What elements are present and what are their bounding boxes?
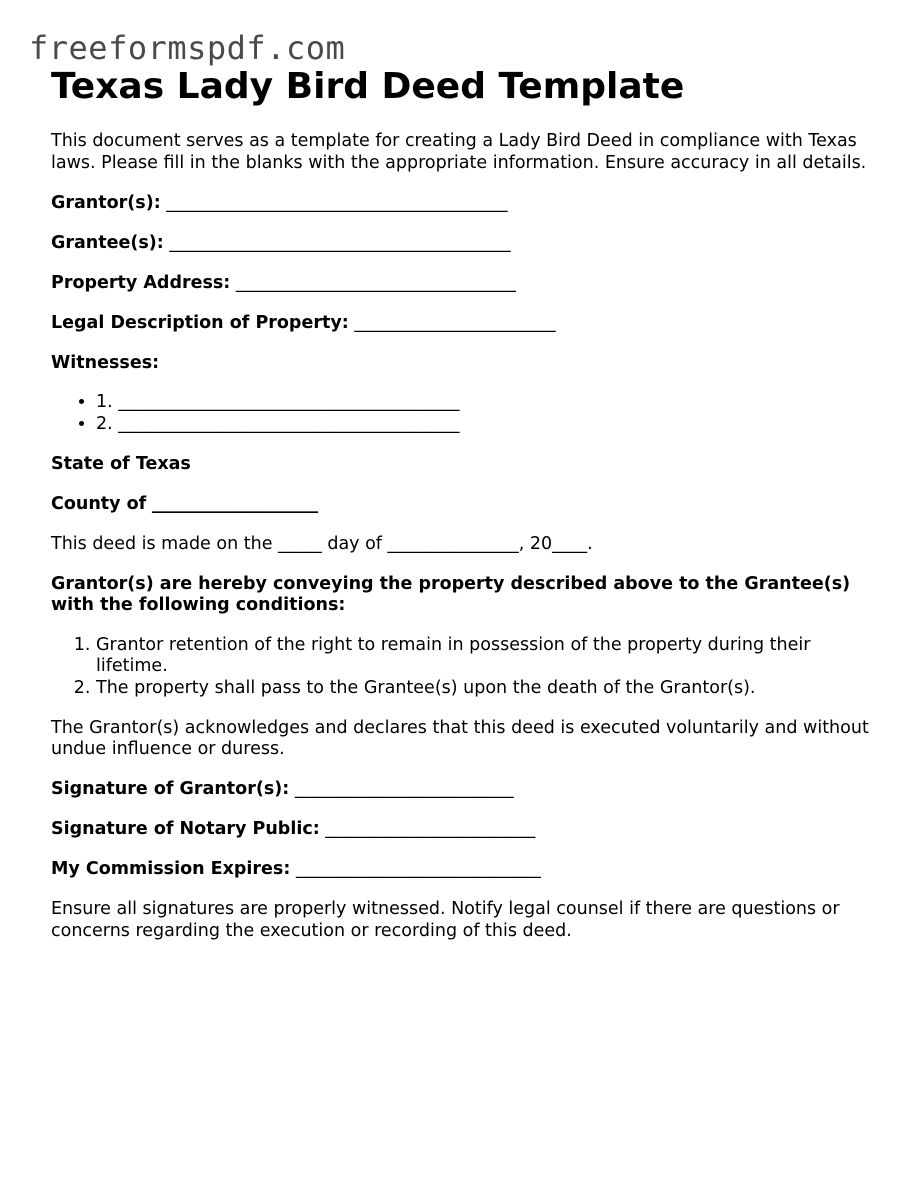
county-field bbox=[51, 494, 881, 516]
grantor-signature-label: Signature of Grantor(s): bbox=[51, 779, 290, 799]
commission-expires-blank: ____________________________ bbox=[295, 859, 541, 879]
notary-signature-blank: ________________________ bbox=[325, 819, 536, 839]
closing-paragraph: Ensure all signatures are properly witnessed. Notify legal counsel if there are questions or concerns regarding the execution or recording of this deed. bbox=[51, 899, 840, 941]
intro-paragraph: This document serves as a template for creating a Lady Bird Deed in compliance with Texas laws. Please fill in the blanks with the appropriate information. Ensure accuracy in all details. bbox=[51, 131, 867, 173]
grantor-signature-field bbox=[51, 779, 881, 801]
grantees-field bbox=[51, 233, 881, 255]
witness-list bbox=[51, 392, 881, 435]
state-label: State of Texas bbox=[51, 453, 191, 474]
grantees-label: Grantee(s): bbox=[51, 232, 164, 253]
commission-expires-label: My Commission Expires: bbox=[51, 859, 291, 879]
grantors-blank: _______________________________________ bbox=[166, 192, 508, 213]
county-label: County of bbox=[51, 493, 147, 514]
conveying-statement bbox=[51, 574, 881, 617]
legal-description-label: Legal Description of Property: bbox=[51, 312, 349, 333]
conveying-text: Grantor(s) are hereby conveying the property described above to the Grantee(s) with the following conditions: bbox=[51, 573, 851, 615]
legal-description-field bbox=[51, 313, 881, 335]
property-address-blank: ________________________________ bbox=[235, 272, 516, 293]
witness-item: • 2. _______________________________________ bbox=[96, 414, 881, 436]
legal-description-blank: _______________________ bbox=[354, 312, 556, 333]
grantees-blank: _______________________________________ bbox=[169, 232, 511, 253]
deed-date-line: This deed is made on the _____ day of _______________, 20____. bbox=[51, 533, 593, 554]
conditions-list bbox=[51, 635, 881, 700]
page-title: Texas Lady Bird Deed Template bbox=[51, 66, 685, 107]
condition-item: 1. Grantor retention of the right to remain in possession of the property during their lifetime. bbox=[96, 635, 881, 678]
witnesses-heading bbox=[51, 353, 881, 375]
grantors-field bbox=[51, 193, 881, 215]
notary-signature-field bbox=[51, 819, 881, 841]
commission-expires-field bbox=[51, 859, 881, 881]
witnesses-label: Witnesses: bbox=[51, 352, 160, 373]
grantors-label: Grantor(s): bbox=[51, 192, 161, 213]
county-blank: ___________________ bbox=[151, 493, 319, 514]
property-address-field bbox=[51, 273, 881, 295]
witness-item: • 1. _______________________________________ bbox=[96, 392, 881, 414]
document-body bbox=[51, 64, 881, 942]
acknowledgment-paragraph: The Grantor(s) acknowledges and declares that this deed is executed voluntarily and without undue influence or duress. bbox=[51, 717, 869, 759]
condition-item: 2. The property shall pass to the Grantee(s) upon the death of the Grantor(s). bbox=[96, 678, 881, 700]
watermark: freeformspdf.com bbox=[29, 29, 346, 67]
notary-signature-label: Signature of Notary Public: bbox=[51, 819, 320, 839]
grantor-signature-blank: _________________________ bbox=[294, 779, 514, 799]
state-heading bbox=[51, 454, 881, 476]
property-address-label: Property Address: bbox=[51, 272, 231, 293]
